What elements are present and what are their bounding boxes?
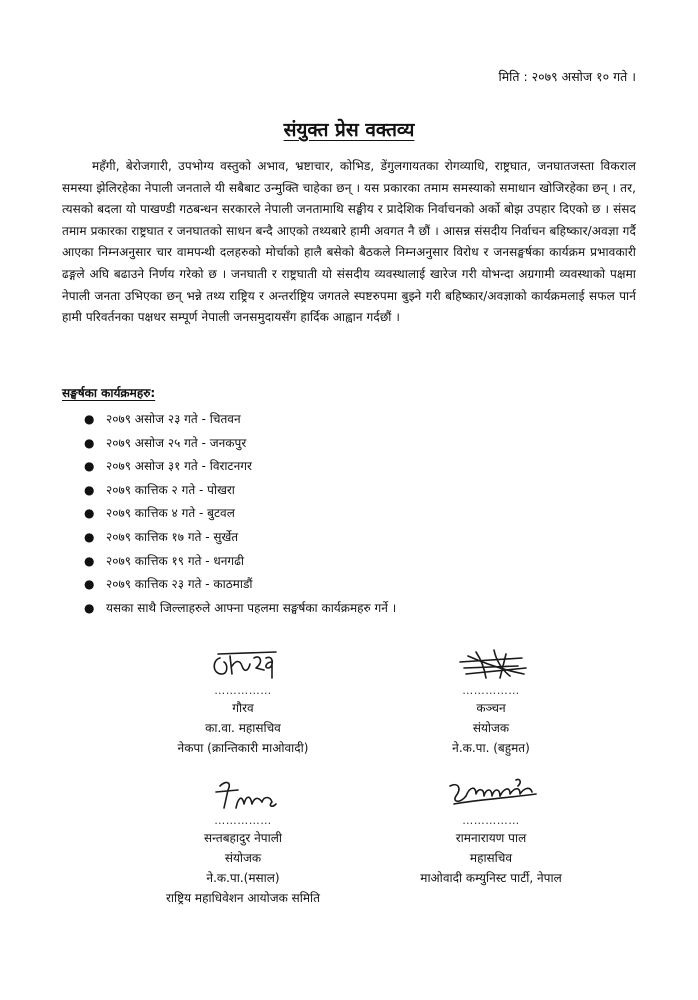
signature-dots: …………… (214, 684, 272, 697)
list-item (84, 573, 396, 597)
list-item (84, 502, 396, 526)
statement-date: मिति : २०७९ असोज १० गते । (498, 69, 636, 84)
list-item (84, 597, 396, 621)
list-item (84, 550, 396, 574)
bullet-icon: ● (84, 482, 95, 497)
program-item-text: २०७९ कात्तिक ४ गते - बुटवल (106, 506, 235, 521)
signatory-org-secondary: राष्ट्रिय महाधिवेशन आयोजक समिति (166, 891, 320, 905)
program-item-text: २०७९ असोज २५ गते - जनकपुर (106, 435, 247, 450)
signatory-block-4 (356, 770, 626, 888)
signatory-role: का.वा. महासचिव (205, 721, 281, 735)
signature-dots: …………… (462, 814, 520, 827)
bullet-icon: ● (84, 577, 95, 592)
list-item (84, 479, 396, 503)
signature-image (356, 640, 626, 684)
list-item (84, 408, 396, 432)
signatory-role: संयोजक (224, 851, 262, 865)
signature-graphic (198, 774, 288, 814)
bullet-icon: ● (84, 459, 95, 474)
statement-body: महँगी, बेरोजगारी, उपभोग्य वस्तुको अभाव, भ्रष्टाचार, कोभिड, डेंगुलगायतका रोगव्याधि, राष्ट्रघात, जनघातजस्ता विकराल समस्या झेलिरहेका नेपाली जनताले यी सबैबाट उन्मुक्ति चाहेका छन् । यस प्रकारका तमाम समस्याको समाधान खोजिरहेका छन् । तर, त्यसको बदला यो पाखण्डी गठबन्धन सरकारले नेपाली जनतामाथि सङ्घीय र प्रादेशिक निर्वाचनको अर्को बोझ उपहार दिएको छ । संसद तमाम प्रकारका राष्ट्रघात र जनघातको साधन बन्दै आएको तथ्यबारे हामी अवगत नै छौं । आसन्न संसदीय निर्वाचन बहिष्कार/अवज्ञा गर्दै आएका निम्नअनुसार चार वामपन्थी दलहरुको मोर्चाको हालै बसेको बैठकले निम्नअनुसार विरोध र जनसङ्घर्षका कार्यक्रम प्रभावकारी ढङ्गले अघि बढाउने निर्णय गरेको छ । जनघाती र राष्ट्रघाती यो संसदीय व्यवस्थालाई खारेज गरी योभन्दा अग्रगामी व्यवस्थाको पक्षमा नेपाली जनता उभिएका छन् भन्ने तथ्य राष्ट्रिय र अन्तर्राष्ट्रिय जगतले स्पष्टरुपमा बुझ्ने गरी बहिष्कार/अवज्ञाको कार्यक्रमलाई सफल पार्न हामी परिवर्तनका पक्षधर सम्पूर्ण नेपाली जनसमुदायसँग हार्दिक आह्वान गर्दछौं । (62, 159, 636, 325)
program-item-text: यसका साथै जिल्लाहरुले आफ्ना पहलमा सङ्घर्षका कार्यक्रमहरु गर्ने । (106, 600, 397, 615)
signatory-block-3 (108, 770, 378, 908)
signatory-org: ने.क.पा.(मसाल) (206, 871, 280, 885)
signatory-name: सन्तबहादुर नेपाली (204, 831, 282, 845)
signature-image (356, 770, 626, 814)
signatory-block-1 (108, 640, 378, 758)
signatory-org: नेकपा (क्रान्तिकारी माओवादी) (177, 741, 309, 755)
signatory-org: माओवादी कम्युनिस्ट पार्टी, नेपाल (420, 871, 562, 885)
bullet-icon: ● (84, 553, 95, 568)
program-item-text: २०७९ कात्तिक १७ गते - सुर्खेत (106, 529, 239, 544)
bullet-icon: ● (84, 600, 95, 615)
signatory-role: संयोजक (472, 721, 510, 735)
signature-dots: …………… (214, 814, 272, 827)
bullet-icon: ● (84, 435, 95, 450)
signatory-role: महासचिव (469, 851, 513, 865)
signatory-name: कञ्चन (476, 701, 506, 715)
signature-graphic (446, 644, 536, 684)
program-item-text: २०७९ असोज २३ गते - चितवन (106, 412, 241, 426)
list-item (84, 432, 396, 456)
signatory-block-2 (356, 640, 626, 758)
list-item (84, 526, 396, 550)
bullet-icon: ● (84, 529, 95, 544)
list-item (84, 455, 396, 479)
title-text: संयुक्त प्रेस वक्तव्य (283, 119, 415, 141)
signatory-org: ने.क.पा. (बहुमत) (452, 741, 530, 755)
signature-image (108, 770, 378, 814)
programs-list (84, 408, 396, 620)
signatory-name: रामनारायण पाल (455, 831, 527, 845)
program-item-text: २०७९ कात्तिक २३ गते - काठमाडौं (106, 577, 253, 592)
signature-graphic (436, 772, 546, 814)
bullet-icon: ● (84, 412, 95, 426)
page-title (0, 116, 698, 142)
signature-graphic (198, 644, 288, 684)
program-item-text: २०७९ कात्तिक २ गते - पोखरा (106, 482, 235, 497)
program-item-text: २०७९ असोज ३१ गते - विराटनगर (106, 459, 252, 474)
signature-image (108, 640, 378, 684)
program-item-text: २०७९ कात्तिक १९ गते - धनगढी (106, 553, 245, 568)
programs-heading: सङ्घर्षका कार्यक्रमहरु: (62, 386, 156, 400)
bullet-icon: ● (84, 506, 95, 521)
signature-dots: …………… (462, 684, 520, 697)
signatory-name: गौरव (232, 701, 254, 715)
